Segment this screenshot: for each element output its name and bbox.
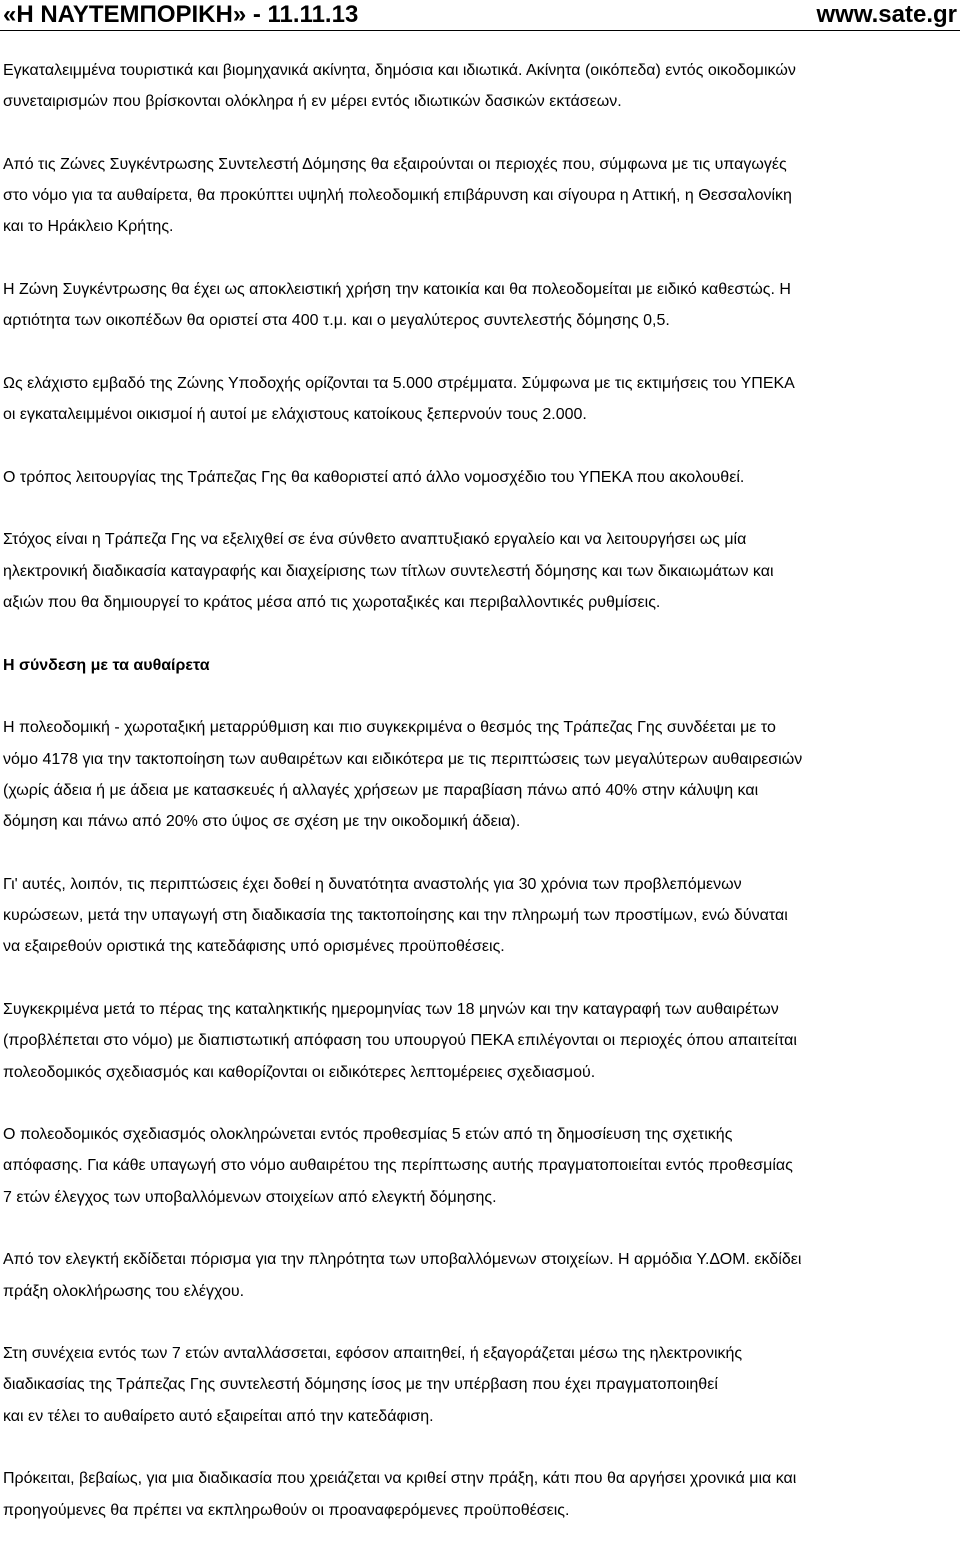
text-line: στο νόμο για τα αυθαίρετα, θα προκύπτει υψηλή πολεοδομική επιβάρυνση και σίγουρα η Αττική, η Θεσσαλονίκη (3, 187, 792, 205)
text-line: νόμο 4178 για την τακτοποίηση των αυθαιρέτων και ειδικότερα με τις περιπτώσεις των μεγαλύτερων αυθαιρεσιών (3, 750, 803, 768)
article-paragraph (3, 869, 957, 963)
text-line: Συγκεκριμένα μετά το πέρας της καταληκτικής ημερομηνίας των 18 μηνών και την καταγραφή των αυθαιρέτων (3, 1000, 779, 1018)
article-paragraph (3, 1119, 957, 1213)
text-line: Στόχος είναι η Τράπεζα Γης να εξελιχθεί σε ένα σύνθετο αναπτυξιακό εργαλείο και να λειτουργήσει ως μία (3, 531, 747, 549)
article-paragraph (3, 994, 957, 1088)
article-paragraph (3, 1463, 957, 1526)
text-line: Η πολεοδομική - χωροταξική μεταρρύθμιση και πιο συγκεκριμένα ο θεσμός της Τράπεζας Γης συνδέεται με το (3, 719, 776, 737)
text-line: διαδικασίας της Τράπεζας Γης συντελεστή δόμησης ίσος με την υπέρβαση που έχει πραγματοποιηθεί (3, 1376, 718, 1394)
text-line: ηλεκτρονική διαδικασία καταγραφής και διαχείρισης των τίτλων συντελεστή δόμησης και των δικαιωμάτων και (3, 562, 774, 580)
text-line: πράξη ολοκλήρωσης του ελέγχου. (3, 1282, 245, 1300)
article-paragraph (3, 1244, 957, 1307)
text-line: δόμηση και πάνω από 20% στο ύψος σε σχέση με την οικοδομική άδεια). (3, 813, 521, 831)
section-heading (3, 650, 957, 681)
text-line: κυρώσεων, μετά την υπαγωγή στη διαδικασία της τακτοποίησης και την πληρωμή των προστίμων, ενώ δύναται (3, 907, 788, 925)
text-line: Πρόκειται, βεβαίως, για μια διαδικασία που χρειάζεται να κριθεί στην πράξη, κάτι που θα αργήσει χρονικά μια και (3, 1470, 797, 1488)
header-divider (0, 30, 960, 31)
article-paragraph (3, 274, 957, 337)
article-paragraph (3, 712, 957, 837)
article-paragraph (3, 368, 957, 431)
article-paragraph (3, 1338, 957, 1432)
text-line: Ο πολεοδομικός σχεδιασμός ολοκληρώνεται εντός προθεσμίας 5 ετών από τη δημοσίευση της σχετικής (3, 1126, 733, 1144)
text-line: προηγούμενες θα πρέπει να εκπληρωθούν οι προαναφερόμενες προϋποθέσεις. (3, 1501, 570, 1519)
text-line: Στη συνέχεια εντός των 7 ετών ανταλλάσσεται, εφόσον απαιτηθεί, ή εξαγοράζεται μέσω της ηλεκτρονικής (3, 1345, 743, 1363)
text-line: απόφασης. Για κάθε υπαγωγή στο νόμο αυθαιρέτου της περίπτωσης αυτής πραγματοποιείται εντός προθεσμίας (3, 1157, 793, 1175)
text-line: Από τις Ζώνες Συγκέντρωσης Συντελεστή Δόμησης θα εξαιρούνται οι περιοχές που, σύμφωνα με τις υπαγωγές (3, 155, 787, 173)
article-paragraph (3, 149, 957, 243)
text-line: Γι' αυτές, λοιπόν, τις περιπτώσεις έχει δοθεί η δυνατότητα αναστολής για 30 χρόνια των προβλεπόμενων (3, 875, 742, 893)
article-paragraph (3, 55, 957, 118)
site-url: www.sate.gr (816, 1, 957, 28)
text-line: Ως ελάχιστο εμβαδό της Ζώνης Υποδοχής ορίζονται τα 5.000 στρέμματα. Σύμφωνα με τις εκτιμήσεις του ΥΠΕΚΑ (3, 374, 795, 392)
text-line: αρτιότητα των οικοπέδων θα οριστεί στα 400 τ.μ. και ο μεγαλύτερος συντελεστής δόμησης 0,5. (3, 312, 670, 330)
text-line: συνεταιρισμών που βρίσκονται ολόκληρα ή εν μέρει εντός ιδιωτικών δασικών εκτάσεων. (3, 93, 622, 111)
text-line: Η σύνδεση με τα αυθαίρετα (3, 656, 210, 674)
text-line: (προβλέπεται στο νόμο) με διαπιστωτική απόφαση του υπουργού ΠΕΚΑ επιλέγονται οι περιοχές όπου απαιτείται (3, 1032, 797, 1050)
text-line: αξιών που θα δημιουργεί το κράτος μέσα από τις χωροταξικές και περιβαλλοντικές ρυθμίσεις. (3, 594, 661, 612)
text-line: να εξαιρεθούν οριστικά της κατεδάφισης υπό ορισμένες προϋποθέσεις. (3, 938, 505, 956)
publication-title: «Η ΝΑΥΤΕΜΠΟΡΙΚΗ» - 11.11.13 (3, 1, 359, 28)
text-line: Η Ζώνη Συγκέντρωσης θα έχει ως αποκλειστική χρήση την κατοικία και θα πολεοδομείται με ειδικό καθεστώς. Η (3, 281, 791, 299)
article-paragraph (3, 462, 957, 493)
text-line: Ο τρόπος λειτουργίας της Τράπεζας Γης θα καθοριστεί από άλλο νομοσχέδιο του ΥΠΕΚΑ που ακολουθεί. (3, 468, 745, 486)
text-line: πολεοδομικός σχεδιασμός και καθορίζονται οι ειδικότερες λεπτομέρειες σχεδιασμού. (3, 1063, 596, 1081)
article-body (3, 55, 957, 1557)
text-line: και εν τέλει το αυθαίρετο αυτό εξαιρείται από την κατεδάφιση. (3, 1407, 434, 1425)
text-line: 7 ετών έλεγχος των υποβαλλόμενων στοιχείων από ελεγκτή δόμησης. (3, 1188, 497, 1206)
text-line: Από τον ελεγκτή εκδίδεται πόρισμα για την πληρότητα των υποβαλλόμενων στοιχείων. Η αρμόδια Υ.ΔΟΜ. εκδίδει (3, 1251, 802, 1269)
article-paragraph (3, 524, 957, 618)
page-header (0, 0, 960, 30)
text-line: Εγκαταλειμμένα τουριστικά και βιομηχανικά ακίνητα, δημόσια και ιδιωτικά. Ακίνητα (οικόπεδα) εντός οικοδομικών (3, 62, 796, 79)
text-line: (χωρίς άδεια ή με άδεια με κατασκευές ή αλλαγές χρήσεων με παραβίαση πάνω από 40% στην κάλυψη και (3, 781, 759, 799)
text-line: οι εγκαταλειμμένοι οικισμοί ή αυτοί με ελάχιστους κατοίκους ξεπερνούν τους 2.000. (3, 406, 587, 424)
text-line: και το Ηράκλειο Κρήτης. (3, 218, 174, 236)
